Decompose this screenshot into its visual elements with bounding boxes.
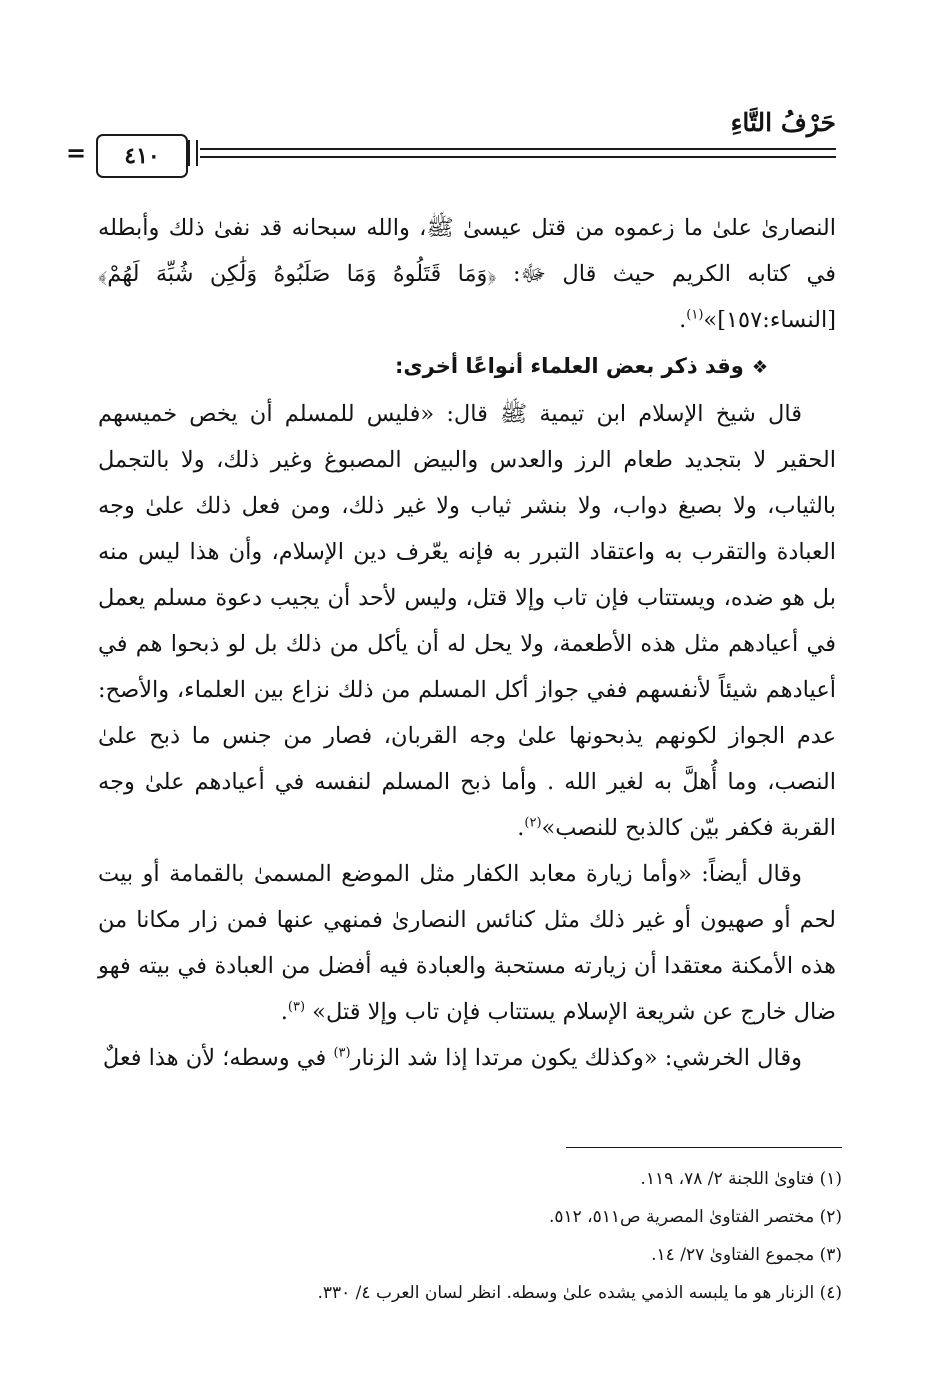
page-number-text: ٤١٠: [124, 143, 160, 169]
header-rule-end: [188, 140, 198, 166]
page-number: [96, 134, 188, 178]
continuation-marker: =: [66, 138, 87, 167]
footnote-ref-1: (١): [686, 307, 704, 323]
paragraph-1: [98, 205, 836, 343]
footnote-ref-2: (٢): [524, 815, 542, 831]
footnote-1: (١) فتاوىٰ اللجنة ٢/ ٧٨، ١١٩.: [640, 1169, 842, 1189]
footnote-3: (٣) مجموع الفتاوىٰ ٢٧/ ١٤.: [651, 1245, 842, 1265]
diamond-bullet-icon: ❖: [751, 357, 768, 378]
main-text: [98, 205, 836, 1081]
footnotes: [104, 1160, 842, 1312]
footnote-2: (٢) مختصر الفتاوىٰ المصرية ص٥١١، ٥١٢.: [548, 1207, 842, 1227]
page-header: [66, 100, 836, 180]
paragraph-2-text: قال شيخ الإسلام ابن تيمية ﷺ قال: «فليس للمسلم أن يخص خميسهم الحقير لا بتجديد طعام الرز والعدس والبيض المصبوغ وغير ذلك، ولا بالتجمل بالثياب، ولا بصبغ دواب، ولا بنشر ثياب ولا غير ذلك، ومن فعل ذلك علىٰ وجه العبادة والتقرب به واعتقاد التبرر به فإنه يعّرف دين الإسلام، وأن هذا ليس منه بل هو ضده، ويستتاب فإن تاب وإلا قتل، وليس لأحد أن يجيب دعوة مسلم يعمل في أعيادهم مثل هذه الأطعمة، ولا يحل له أن يأكل من ذلك بل لو ذبحوا هم في أعيادهم شيئاً لأنفسهم ففي جواز أكل المسلم من ذلك نزاع بين العلماء، والأصح: عدم الجواز لكونهم يذبحونها علىٰ وجه القربان، فصار من جنس ما ذبح علىٰ النصب، وما أُهلَّ به لغير الله . وأما ذبح المسلم لنفسه في أعيادهم علىٰ وجه القربة فكفر بيّن كالذبح للنصب»: [98, 401, 837, 841]
paragraph-3-text: وقال أيضاً: «وأما زيارة معابد الكفار مثل الموضع المسمىٰ بالقمامة أو بيت لحم أو صهيون أو غير ذلك مثل كنائس النصارىٰ فمنهي عنها فمن زار مكانا من هذه الأمكنة معتقدا أن زيارته مستحبة والعبادة فيه أفضل من العبادة في بيته فهو ضال خارج عن شريعة الإسلام يستتاب فإن تاب وإلا قتل»: [98, 861, 836, 1025]
footnote-4: (٤) الزنار هو ما يلبسه الذمي يشده علىٰ وسطه. انظر لسان العرب ٤/ ٣٣٠.: [317, 1283, 842, 1303]
paragraph-4: [98, 1035, 836, 1081]
paragraph-4-end: في وسطه؛ لأن هذا فعلٌ: [102, 1045, 334, 1071]
section-subheading: [98, 343, 836, 391]
paragraph-2: [98, 391, 836, 851]
paragraph-2-end: .: [517, 815, 525, 841]
paragraph-3: [98, 851, 836, 1035]
chapter-title: حَرْفُ التَّاءِ: [730, 108, 836, 137]
paragraph-1-end: .: [679, 307, 687, 333]
paragraph-4-text: وقال الخرشي: «وكذلك يكون مرتدا إذا شد الزنار: [350, 1045, 802, 1071]
paragraph-1-text: النصارىٰ علىٰ ما زعموه من قتل عيسىٰ ﷺ، والله سبحانه قد نفىٰ ذلك وأبطله في كتابه الكريم حيث قال ﷻ: ﴿وَمَا قَتَلُوهُ وَمَا صَلَبُوهُ وَلَٰكِن شُبِّهَ لَهُمْ﴾ [النساء:١٥٧]»: [98, 215, 836, 333]
subheading-text: وقد ذكر بعض العلماء أنواعًا أخرى:: [395, 354, 744, 378]
footnote-ref-3: (٣): [287, 999, 306, 1015]
footnote-separator: [566, 1147, 842, 1148]
footnote-ref-4: (٣): [333, 1045, 351, 1061]
paragraph-3-end: .: [280, 999, 288, 1025]
header-double-rule: [200, 148, 836, 158]
